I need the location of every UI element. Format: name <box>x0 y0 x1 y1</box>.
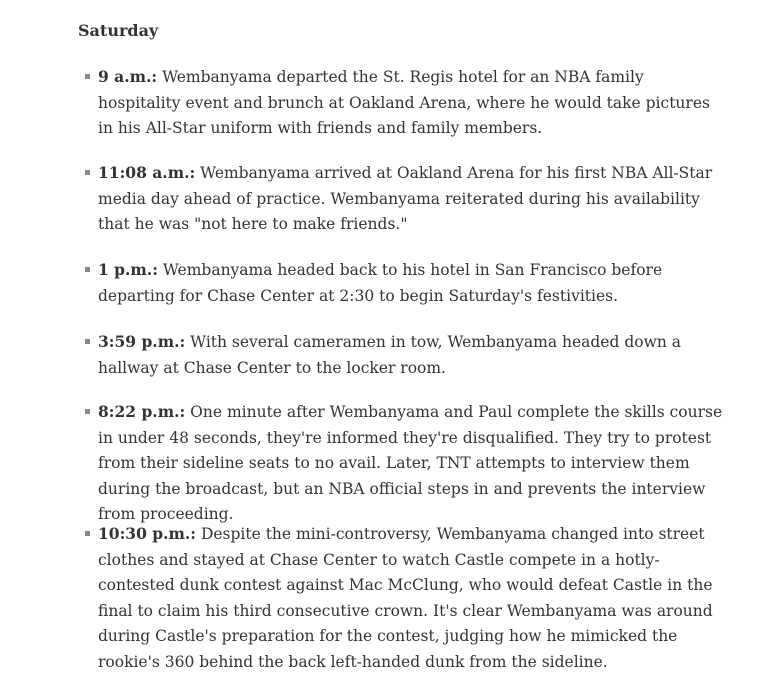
bullet-icon <box>85 267 90 272</box>
event-text: Wembanyama departed the St. Regis hotel for an NBA family hospitality event and brunch at Oakland Arena, where he would take pictures in his All-Star uniform with friends and family members. <box>98 68 710 138</box>
event-time: 8:22 p.m.: <box>98 402 186 421</box>
bullet-icon <box>85 74 90 79</box>
list-item <box>98 399 723 528</box>
event-time: 9 a.m.: <box>98 67 158 86</box>
event-time: 10:30 p.m.: <box>98 524 197 543</box>
bullet-icon <box>85 409 90 414</box>
event-time: 1 p.m.: <box>98 260 158 279</box>
section-heading: Saturday <box>78 21 159 40</box>
event-text: Wembanyama arrived at Oakland Arena for his first NBA All-Star media day ahead of practice. Wembanyama reiterated during his availability that he was "not here to make friends." <box>98 164 713 234</box>
event-text: One minute after Wembanyama and Paul complete the skills course in under 48 seconds, they're informed they're disqualified. They try to protest from their sideline seats to no avail. Later, TNT attempts to interview them during the broadcast, but an NBA official steps in and prevents the interview from proceeding. <box>98 403 723 524</box>
event-text: With several cameramen in tow, Wembanyama headed down a hallway at Chase Center to the locker room. <box>98 333 681 377</box>
event-time: 11:08 a.m.: <box>98 163 196 182</box>
bullet-icon <box>85 170 90 175</box>
bullet-icon <box>85 531 90 536</box>
list-item <box>98 257 723 309</box>
list-item <box>98 329 723 381</box>
event-text: Despite the mini-controversy, Wembanyama changed into street clothes and stayed at Chase Center to watch Castle compete in a hotly-contested dunk contest against Mac McClung, who would defeat Castle in the final to claim his third consecutive crown. It's clear Wembanyama was around during Castle's preparation for the contest, judging how he mimicked the rookie's 360 behind the back left-handed dunk from the sideline. <box>98 525 713 671</box>
bullet-icon <box>85 339 90 344</box>
event-time: 3:59 p.m.: <box>98 332 186 351</box>
list-item <box>98 521 723 676</box>
list-item <box>98 160 723 238</box>
event-text: Wembanyama headed back to his hotel in San Francisco before departing for Chase Center at 2:30 to begin Saturday's festivities. <box>98 261 663 305</box>
list-item <box>98 64 723 142</box>
